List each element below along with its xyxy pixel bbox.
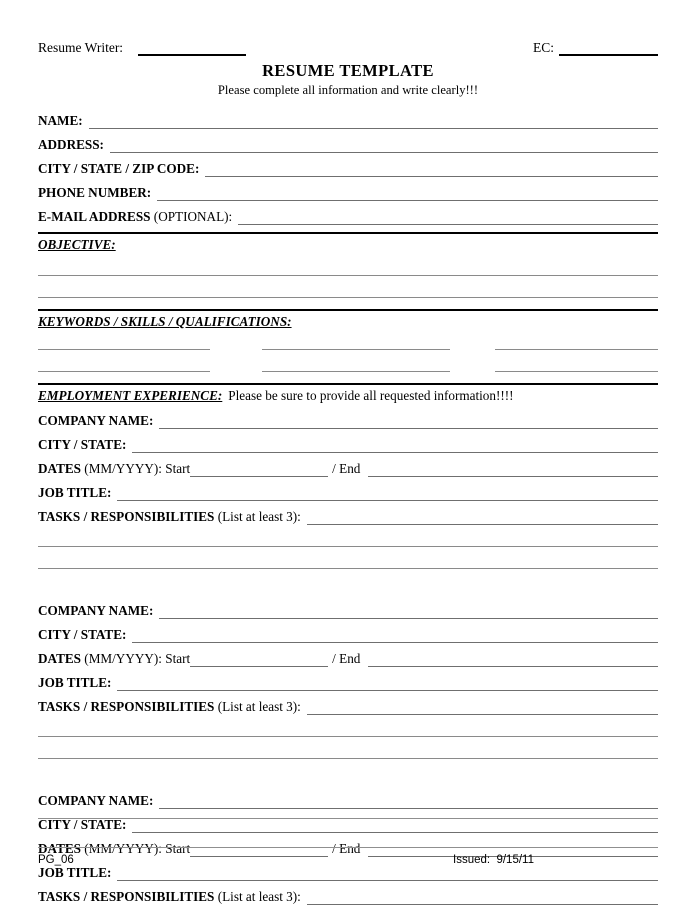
footer-divider-bottom (38, 847, 658, 848)
objective-heading-text: OBJECTIVE: (38, 237, 116, 252)
tasks-label-text: TASKS / RESPONSIBILITIES (38, 509, 215, 524)
dates-format-note: (MM/YYYY): Start (81, 461, 191, 476)
employment-entry (38, 595, 658, 759)
email-optional-note: (OPTIONAL): (150, 209, 233, 224)
city-state-label: CITY / STATE: (38, 817, 127, 832)
dates-end-input-line[interactable] (368, 464, 658, 477)
keyword-write-line[interactable] (38, 349, 210, 350)
objective-heading (38, 234, 658, 254)
footer-divider-top (38, 818, 658, 819)
company-name-label: COMPANY NAME: (38, 793, 154, 808)
city-state-input-line[interactable] (132, 439, 658, 453)
document-footer (38, 818, 658, 866)
tasks-input-line[interactable] (307, 701, 658, 715)
dates-label-text: DATES (38, 461, 81, 476)
employment-entry (38, 405, 658, 569)
field-row-company-name (38, 785, 658, 809)
dates-label-text: DATES (38, 651, 81, 666)
field-row-dates (38, 453, 658, 477)
keyword-write-line[interactable] (495, 349, 658, 350)
dates-label (38, 651, 190, 667)
resume-writer-input-line[interactable] (138, 54, 246, 56)
job-title-input-line[interactable] (117, 867, 658, 881)
field-row-city-state (38, 429, 658, 453)
issued-date: Issued: 9/15/11 (453, 854, 534, 866)
company-name-label: COMPANY NAME: (38, 603, 154, 618)
tasks-note: (List at least 3): (214, 699, 301, 714)
field-row-job-title (38, 477, 658, 501)
resume-writer-label: Resume Writer: (38, 40, 124, 55)
job-title-label: JOB TITLE: (38, 675, 112, 690)
field-row-job-title (38, 667, 658, 691)
field-row-address (38, 129, 658, 153)
dates-start-input-line[interactable] (190, 464, 328, 477)
field-row-company-name (38, 405, 658, 429)
company-name-label: COMPANY NAME: (38, 413, 154, 428)
field-row-dates (38, 643, 658, 667)
job-title-input-line[interactable] (117, 677, 658, 691)
keywords-grid (38, 331, 658, 372)
dates-end-label: / End (332, 651, 361, 666)
keyword-write-line[interactable] (262, 371, 450, 372)
field-row-name (38, 105, 658, 129)
job-title-input-line[interactable] (117, 487, 658, 501)
tasks-label-text: TASKS / RESPONSIBILITIES (38, 889, 215, 904)
tasks-label (38, 699, 301, 715)
dates-end-label: / End (332, 841, 361, 856)
keyword-write-line[interactable] (495, 371, 658, 372)
field-row-job-title (38, 857, 658, 881)
company-name-input-line[interactable] (159, 605, 658, 619)
page-code: PG_06 (38, 854, 74, 866)
field-row-city-state-zip (38, 153, 658, 177)
page-title: RESUME TEMPLATE (262, 61, 434, 80)
dates-end-label: / End (332, 461, 361, 476)
company-name-input-line[interactable] (159, 415, 658, 429)
field-row-phone-number (38, 177, 658, 201)
city-state-label: CITY / STATE: (38, 437, 127, 452)
email-address-input-line[interactable] (238, 211, 658, 225)
dates-format-note: (MM/YYYY): Start (81, 651, 191, 666)
field-row-email-address (38, 201, 658, 225)
dates-format-note: (MM/YYYY): Start (81, 841, 191, 856)
ec-label: EC: (533, 40, 555, 55)
field-row-tasks (38, 691, 658, 715)
tasks-note: (List at least 3): (214, 889, 301, 904)
keywords-heading-text: KEYWORDS / SKILLS / QUALIFICATIONS: (38, 314, 292, 329)
dates-label-text: DATES (38, 841, 81, 856)
keyword-write-line[interactable] (262, 349, 450, 350)
city-state-input-line[interactable] (132, 629, 658, 643)
tasks-input-line[interactable] (307, 891, 658, 905)
email-address-label (38, 209, 232, 225)
field-row-tasks (38, 501, 658, 525)
resume-template-document (38, 0, 658, 904)
ec-input-line[interactable] (559, 54, 658, 56)
phone-number-label: PHONE NUMBER: (38, 185, 152, 200)
document-header-row (38, 36, 658, 58)
name-label: NAME: (38, 113, 83, 128)
field-row-company-name (38, 595, 658, 619)
employment-heading-note: Please be sure to provide all requested information!!!! (228, 388, 514, 403)
company-name-input-line[interactable] (159, 795, 658, 809)
address-input-line[interactable] (110, 139, 658, 153)
city-state-label: CITY / STATE: (38, 627, 127, 642)
keywords-heading (38, 311, 658, 331)
dates-start-input-line[interactable] (190, 654, 328, 667)
phone-number-input-line[interactable] (157, 187, 658, 201)
employment-heading (38, 385, 658, 405)
tasks-label-text: TASKS / RESPONSIBILITIES (38, 699, 215, 714)
tasks-input-line[interactable] (307, 511, 658, 525)
employment-heading-text: EMPLOYMENT EXPERIENCE: (38, 388, 223, 403)
city-state-zip-input-line[interactable] (205, 163, 658, 177)
email-address-label-text: E-MAIL ADDRESS (38, 209, 151, 224)
job-title-label: JOB TITLE: (38, 485, 112, 500)
dates-label (38, 461, 190, 477)
job-title-label: JOB TITLE: (38, 865, 112, 880)
tasks-label (38, 889, 301, 905)
field-row-tasks (38, 881, 658, 905)
address-label: ADDRESS: (38, 137, 104, 152)
page-subtitle: Please complete all information and write clearly!!! (217, 83, 479, 97)
city-state-zip-label: CITY / STATE / ZIP CODE: (38, 161, 200, 176)
field-row-city-state (38, 619, 658, 643)
name-input-line[interactable] (89, 115, 658, 129)
tasks-label (38, 509, 301, 525)
tasks-note: (List at least 3): (214, 509, 301, 524)
keyword-write-line[interactable] (38, 371, 210, 372)
dates-end-input-line[interactable] (368, 654, 658, 667)
